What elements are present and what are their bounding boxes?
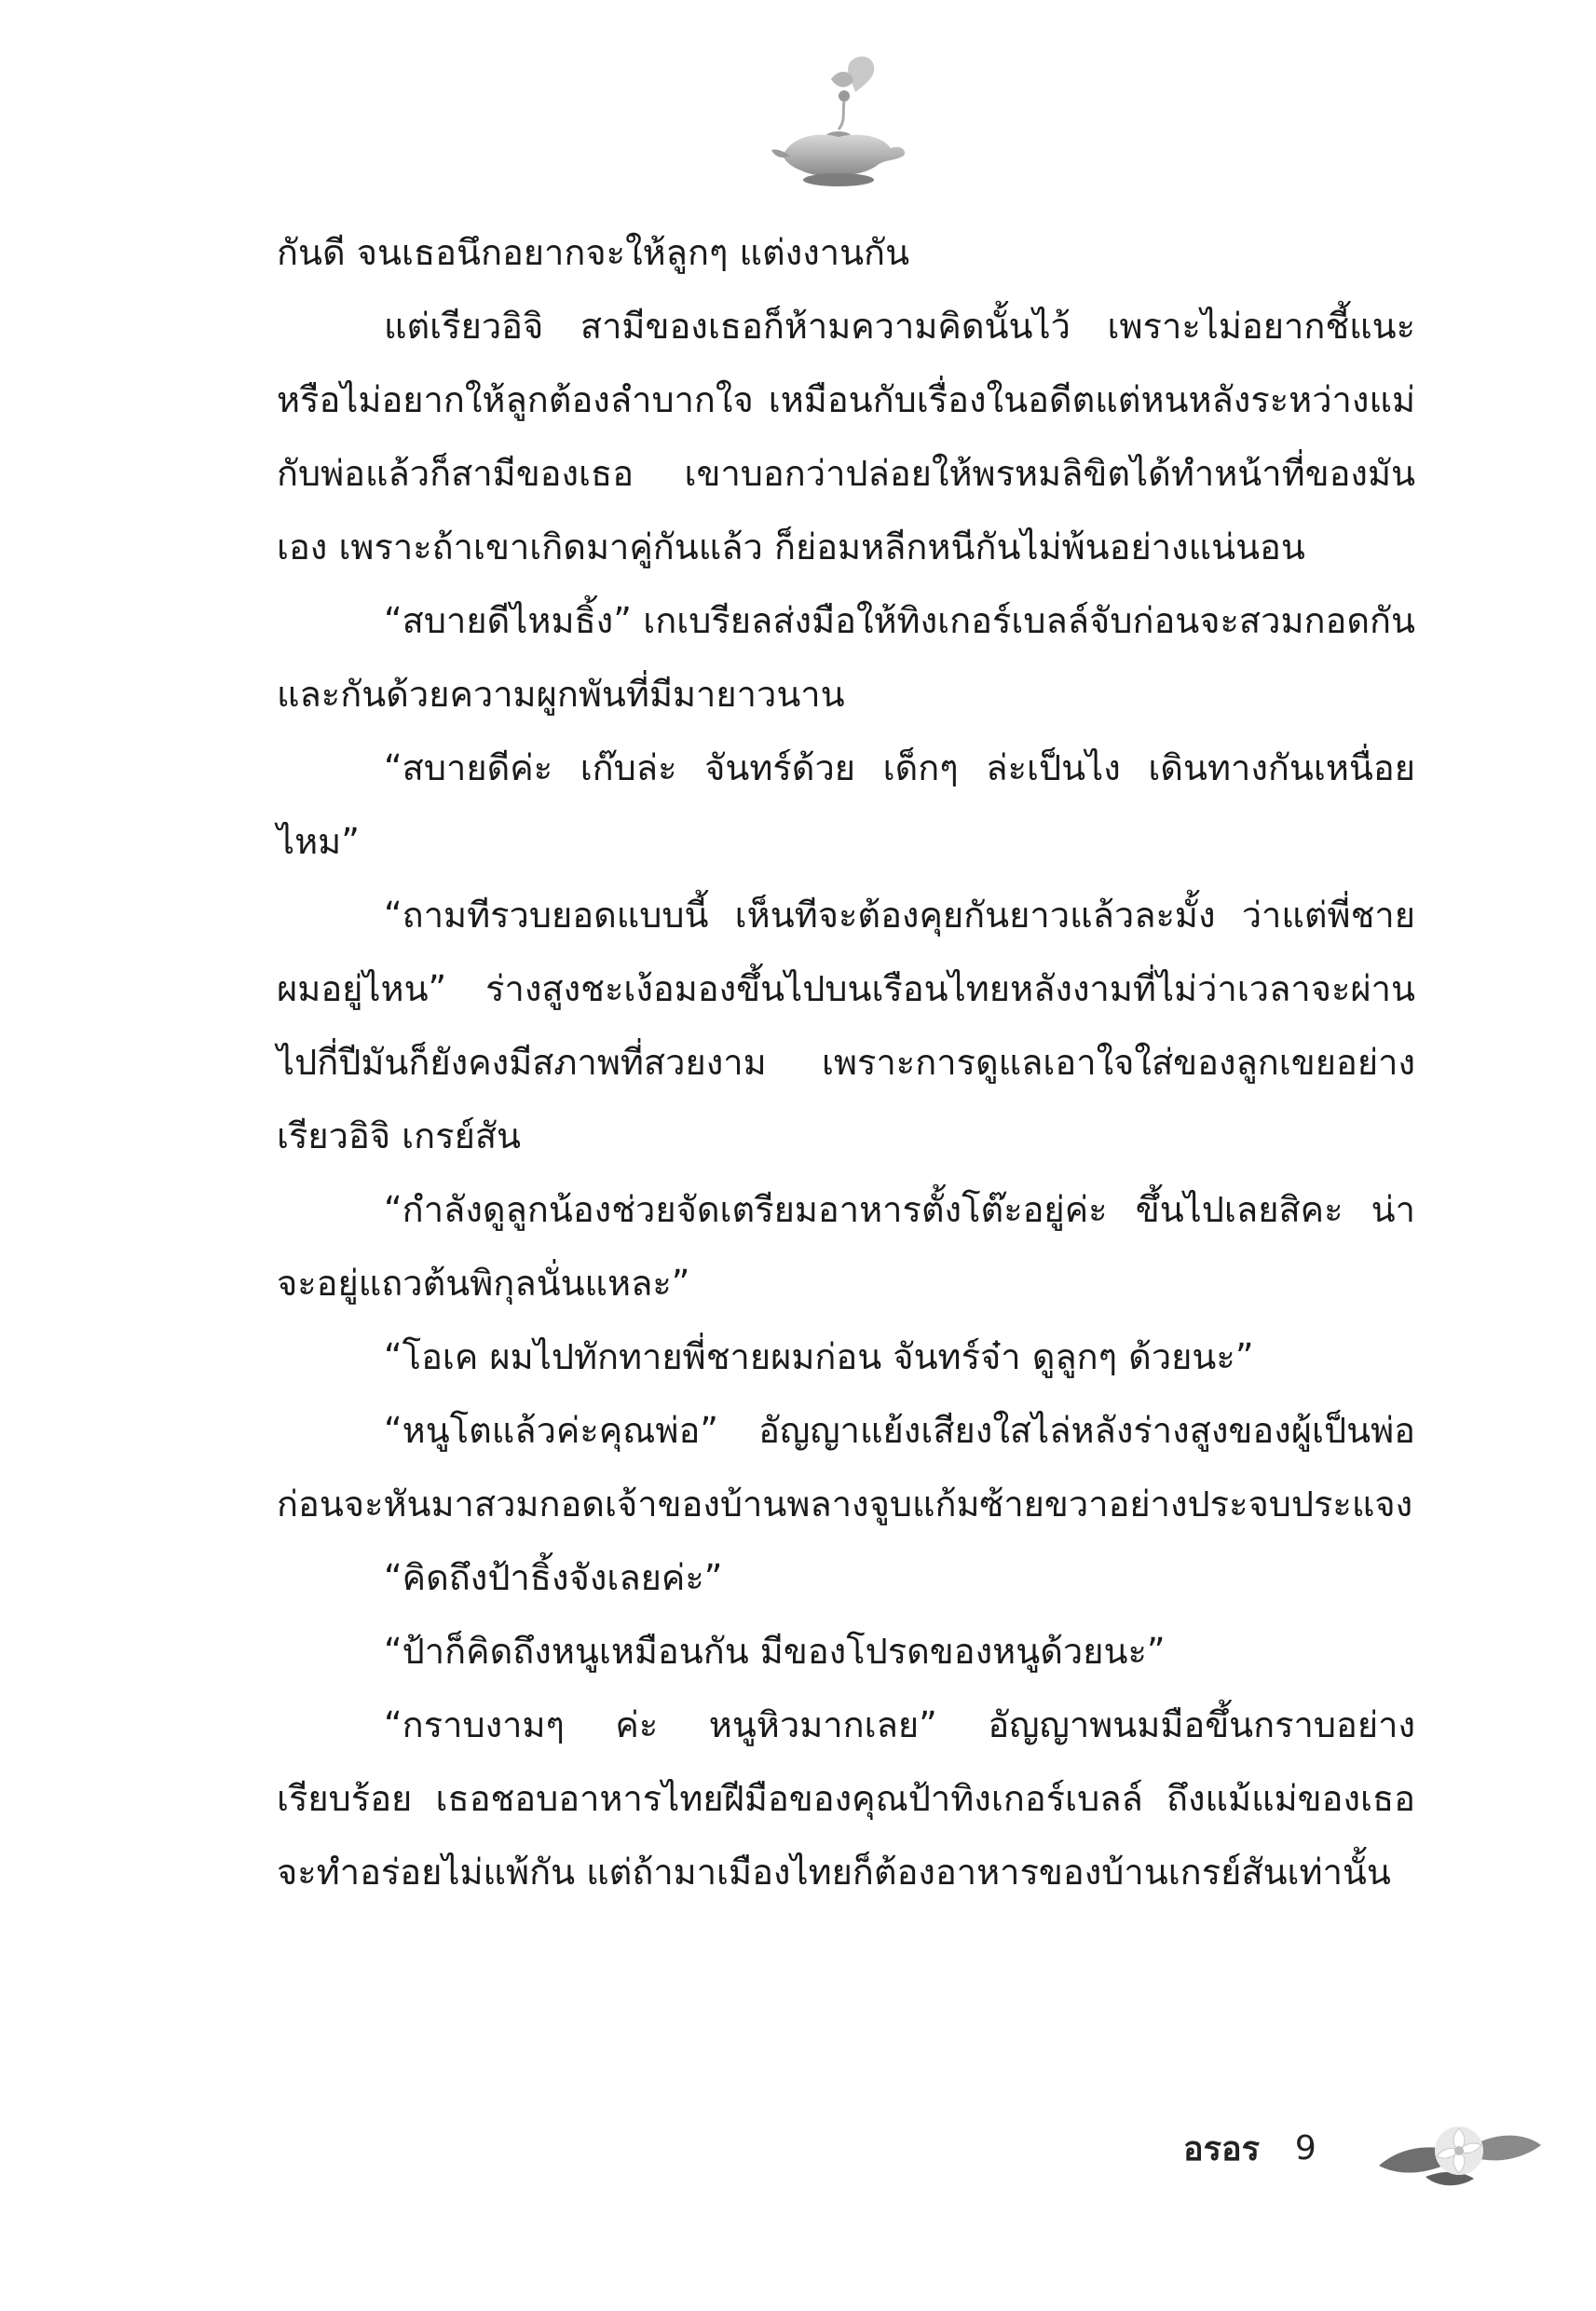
body-text	[277, 216, 1415, 1909]
page-footer	[1183, 2125, 1316, 2171]
paragraph: “โอเค ผมไปทักทายพี่ชายผมก่อน จันทร์จ๋า ดูลูกๆ ด้วยนะ”	[384, 1336, 1254, 1377]
lamp-with-fairy-icon	[764, 51, 913, 191]
paragraph: “สบายดีค่ะ เก๊บล่ะ จันทร์ด้วย เด็กๆ ล่ะเป็นไง เดินทางกันเหนื่อยไหม”	[277, 747, 1415, 862]
paragraph: กันดี จนเธอนึกอยากจะให้ลูกๆ แต่งงานกัน	[277, 232, 910, 273]
paragraph: “สบายดีไหมธิ้ง” เกเบรียลส่งมือให้ทิงเกอร์เบลล์จับก่อนจะสวมกอดกันและกันด้วยความผูกพันที่มีมายาวนาน	[277, 600, 1415, 715]
paragraph: แต่เรียวอิจิ สามีของเธอก็ห้ามความคิดนั้นไว้ เพราะไม่อยากชี้แนะหรือไม่อยากให้ลูกต้องลำบากใจ เหมือนกับเรื่องในอดีตแต่หนหลังระหว่างแม่กับพ่อแล้วก็สามีของเธอ เขาบอกว่าปล่อยให้พรหมลิขิตได้ทำหน้าที่ของมันเอง เพราะถ้าเขาเกิดมาคู่กันแล้ว ก็ย่อมหลีกหนีกันไม่พ้นอย่างแน่นอน	[277, 306, 1415, 567]
paragraph: “ป้าก็คิดถึงหนูเหมือนกัน มีของโปรดของหนูด้วยนะ”	[384, 1631, 1166, 1672]
flower-with-leaves-icon	[1370, 2108, 1547, 2192]
paragraph: “หนูโตแล้วค่ะคุณพ่อ” อัญญาแย้งเสียงใสไล่หลังร่างสูงของผู้เป็นพ่อ ก่อนจะหันมาสวมกอดเจ้าของบ้านพลางจูบแก้มซ้ายขวาอย่างประจบประแจง	[277, 1410, 1415, 1525]
paragraph: “ถามทีรวบยอดแบบนี้ เห็นทีจะต้องคุยกันยาวแล้วละมั้ง ว่าแต่พี่ชายผมอยู่ไหน” ร่างสูงชะเง้อมองขึ้นไปบนเรือนไทยหลังงามที่ไม่ว่าเวลาจะผ่านไปกี่ปีมันก็ยังคงมีสภาพที่สวยงาม เพราะการดูแลเอาใจใส่ของลูกเขยอย่าง เรียวอิจิ เกรย์สัน	[277, 895, 1415, 1156]
paragraph: “กำลังดูลูกน้องช่วยจัดเตรียมอาหารตั้งโต๊ะอยู่ค่ะ ขึ้นไปเลยสิคะ น่าจะอยู่แถวต้นพิกุลนั่นแหละ”	[277, 1189, 1415, 1304]
paragraph: “กราบงามๆ ค่ะ หนูหิวมากเลย” อัญญาพนมมือขึ้นกราบอย่างเรียบร้อย เธอชอบอาหารไทยฝีมือของคุณป้าทิงเกอร์เบลล์ ถึงแม้แม่ของเธอจะทำอร่อยไม่แพ้กัน แต่ถ้ามาเมืองไทยก็ต้องอาหารของบ้านเกรย์สันเท่านั้น	[277, 1704, 1415, 1893]
page-number: 9	[1294, 2128, 1316, 2167]
paragraph: “คิดถึงป้าธิ้งจังเลยค่ะ”	[384, 1557, 723, 1598]
running-title: อรอร	[1183, 2129, 1260, 2168]
